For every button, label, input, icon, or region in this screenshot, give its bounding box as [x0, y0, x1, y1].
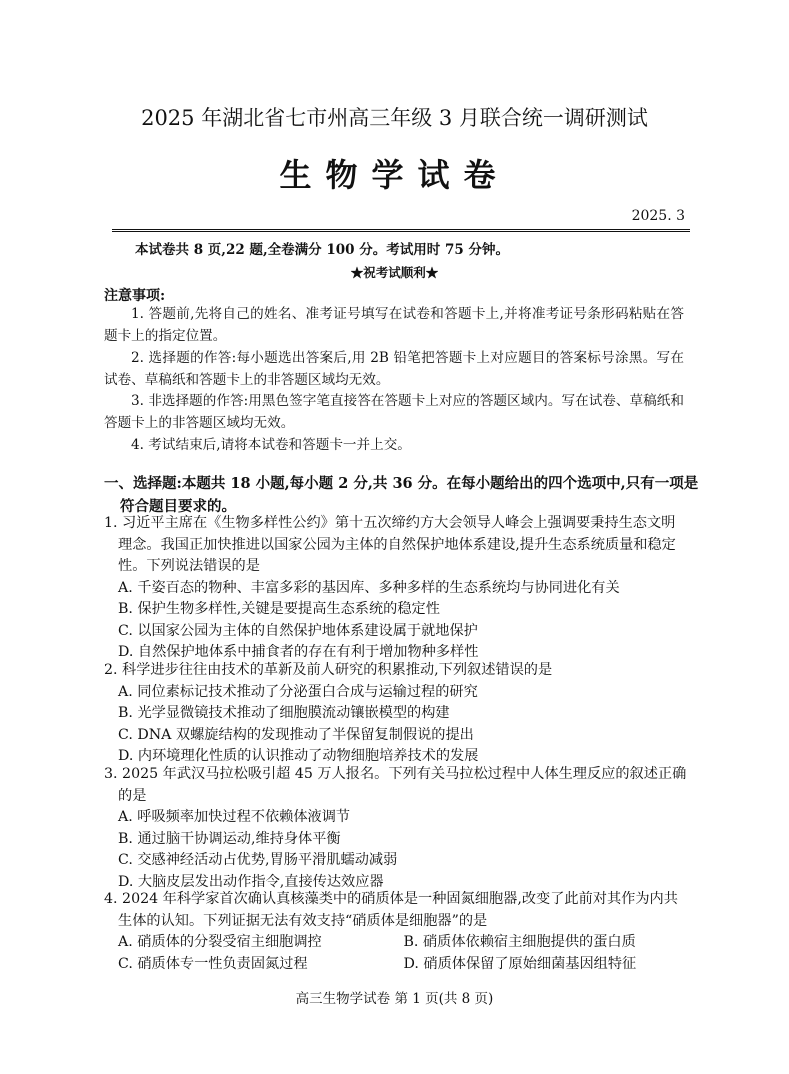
option-d: D. 自然保护地体系中捕食者的存在有利于增加物种多样性 [118, 644, 479, 660]
option-row [104, 954, 689, 976]
option-a: A. 千姿百态的物种、丰富多彩的基因库、多种多样的生态系统均与协同进化有关 [118, 579, 620, 596]
question-4 [104, 889, 689, 975]
option-b: B. 硝质体依赖宿主细胞提供的蛋白质 [403, 934, 636, 950]
notice-label: 注意事项: [104, 288, 166, 304]
section-heading: 一、选择题:本题共 18 小题,每小题 2 分,共 36 分。在每小题给出的四个选项中,只有一项是符合题目要求的。 [104, 475, 699, 515]
notice-item-4: 4. 考试结束后,请将本试卷和答题卡一并上交。 [131, 437, 411, 453]
page-footer: 高三生物学试卷 第 1 页(共 8 页) [295, 991, 494, 1007]
question-2 [104, 660, 689, 768]
notice-item-2: 2. 选择题的作答:每小题选出答案后,用 2B 铅笔把答题卡上对应题目的答案标号涂黑。写在试卷、草稿纸和答题卡上的非答题区域均无效。 [104, 350, 684, 388]
notice-item-3: 3. 非选择题的作答:用黑色签字笔直接答在答题卡上对应的答题区域内。写在试卷、草稿纸和答题卡上的非答题区域均无效。 [104, 393, 684, 431]
exam-summary: 本试卷共 8 页,22 题,全卷满分 100 分。考试用时 75 分钟。 [135, 242, 509, 258]
question-3 [104, 764, 689, 893]
option-a: A. 同位素标记技术推动了分泌蛋白合成与运输过程的研究 [118, 683, 478, 700]
option-d: D. 大脑皮层发出动作指令,直接传达效应器 [118, 873, 384, 890]
question-stem: 4. 2024 年科学家首次确认真核藻类中的硝质体是一种固氮细胞器,改变了此前对其作为内共生体的认知。下列证据无法有效支持“硝质体是细胞器”的是 [104, 891, 678, 929]
option-d: D. 硝质体保留了原始细菌基因组特征 [403, 955, 637, 972]
option-a: A. 硝质体的分裂受宿主细胞调控 [118, 934, 322, 950]
option-c: C. 以国家公园为主体的自然保护地体系建设属于就地保护 [118, 622, 478, 639]
option-a: A. 呼吸频率加快过程不依赖体液调节 [118, 809, 351, 825]
good-luck-line: ★祝考试顺利★ [350, 265, 439, 280]
option-c: C. 硝质体专一性负责固氮过程 [118, 955, 308, 972]
exam-date: 2025. 3 [631, 208, 685, 224]
question-stem: 1. 习近平主席在《生物多样性公约》第十五次缔约方大会领导人峰会上强调要秉持生态文明理念。我国正加快推进以国家公园为主体的自然保护地体系建设,提升生态系统质量和稳定性。下列说法错误的是 [104, 515, 676, 574]
notice-item-1: 1. 答题前,先将自己的姓名、准考证号填写在试卷和答题卡上,并将准考证号条形码粘贴在答题卡上的指定位置。 [104, 306, 684, 344]
question-1 [104, 513, 689, 664]
subject-title: 生物学试卷 [279, 156, 510, 194]
question-stem: 3. 2025 年武汉马拉松吸引超 45 万人报名。下列有关马拉松过程中人体生理反应的叙述正确的是 [104, 766, 687, 804]
option-b: B. 光学显微镜技术推动了细胞膜流动镶嵌模型的构建 [118, 705, 450, 721]
question-stem: 2. 科学进步往往由技术的革新及前人研究的积累推动,下列叙述错误的是 [104, 662, 553, 678]
option-b: B. 通过脑干协调运动,维持身体平衡 [118, 830, 341, 847]
option-d: D. 内环境理化性质的认识推动了动物细胞培养技术的发展 [118, 748, 479, 764]
option-c: C. DNA 双螺旋结构的发现推动了半保留复制假说的提出 [118, 726, 474, 743]
option-c: C. 交感神经活动占优势,胃肠平滑肌蠕动减弱 [118, 852, 398, 868]
option-row [104, 932, 689, 954]
option-b: B. 保护生物多样性,关键是要提高生态系统的稳定性 [118, 601, 440, 617]
header-divider [112, 229, 690, 230]
header-divider-thin [112, 231, 690, 232]
exam-title: 2025 年湖北省七市州高三年级 3 月联合统一调研测试 [141, 106, 648, 130]
